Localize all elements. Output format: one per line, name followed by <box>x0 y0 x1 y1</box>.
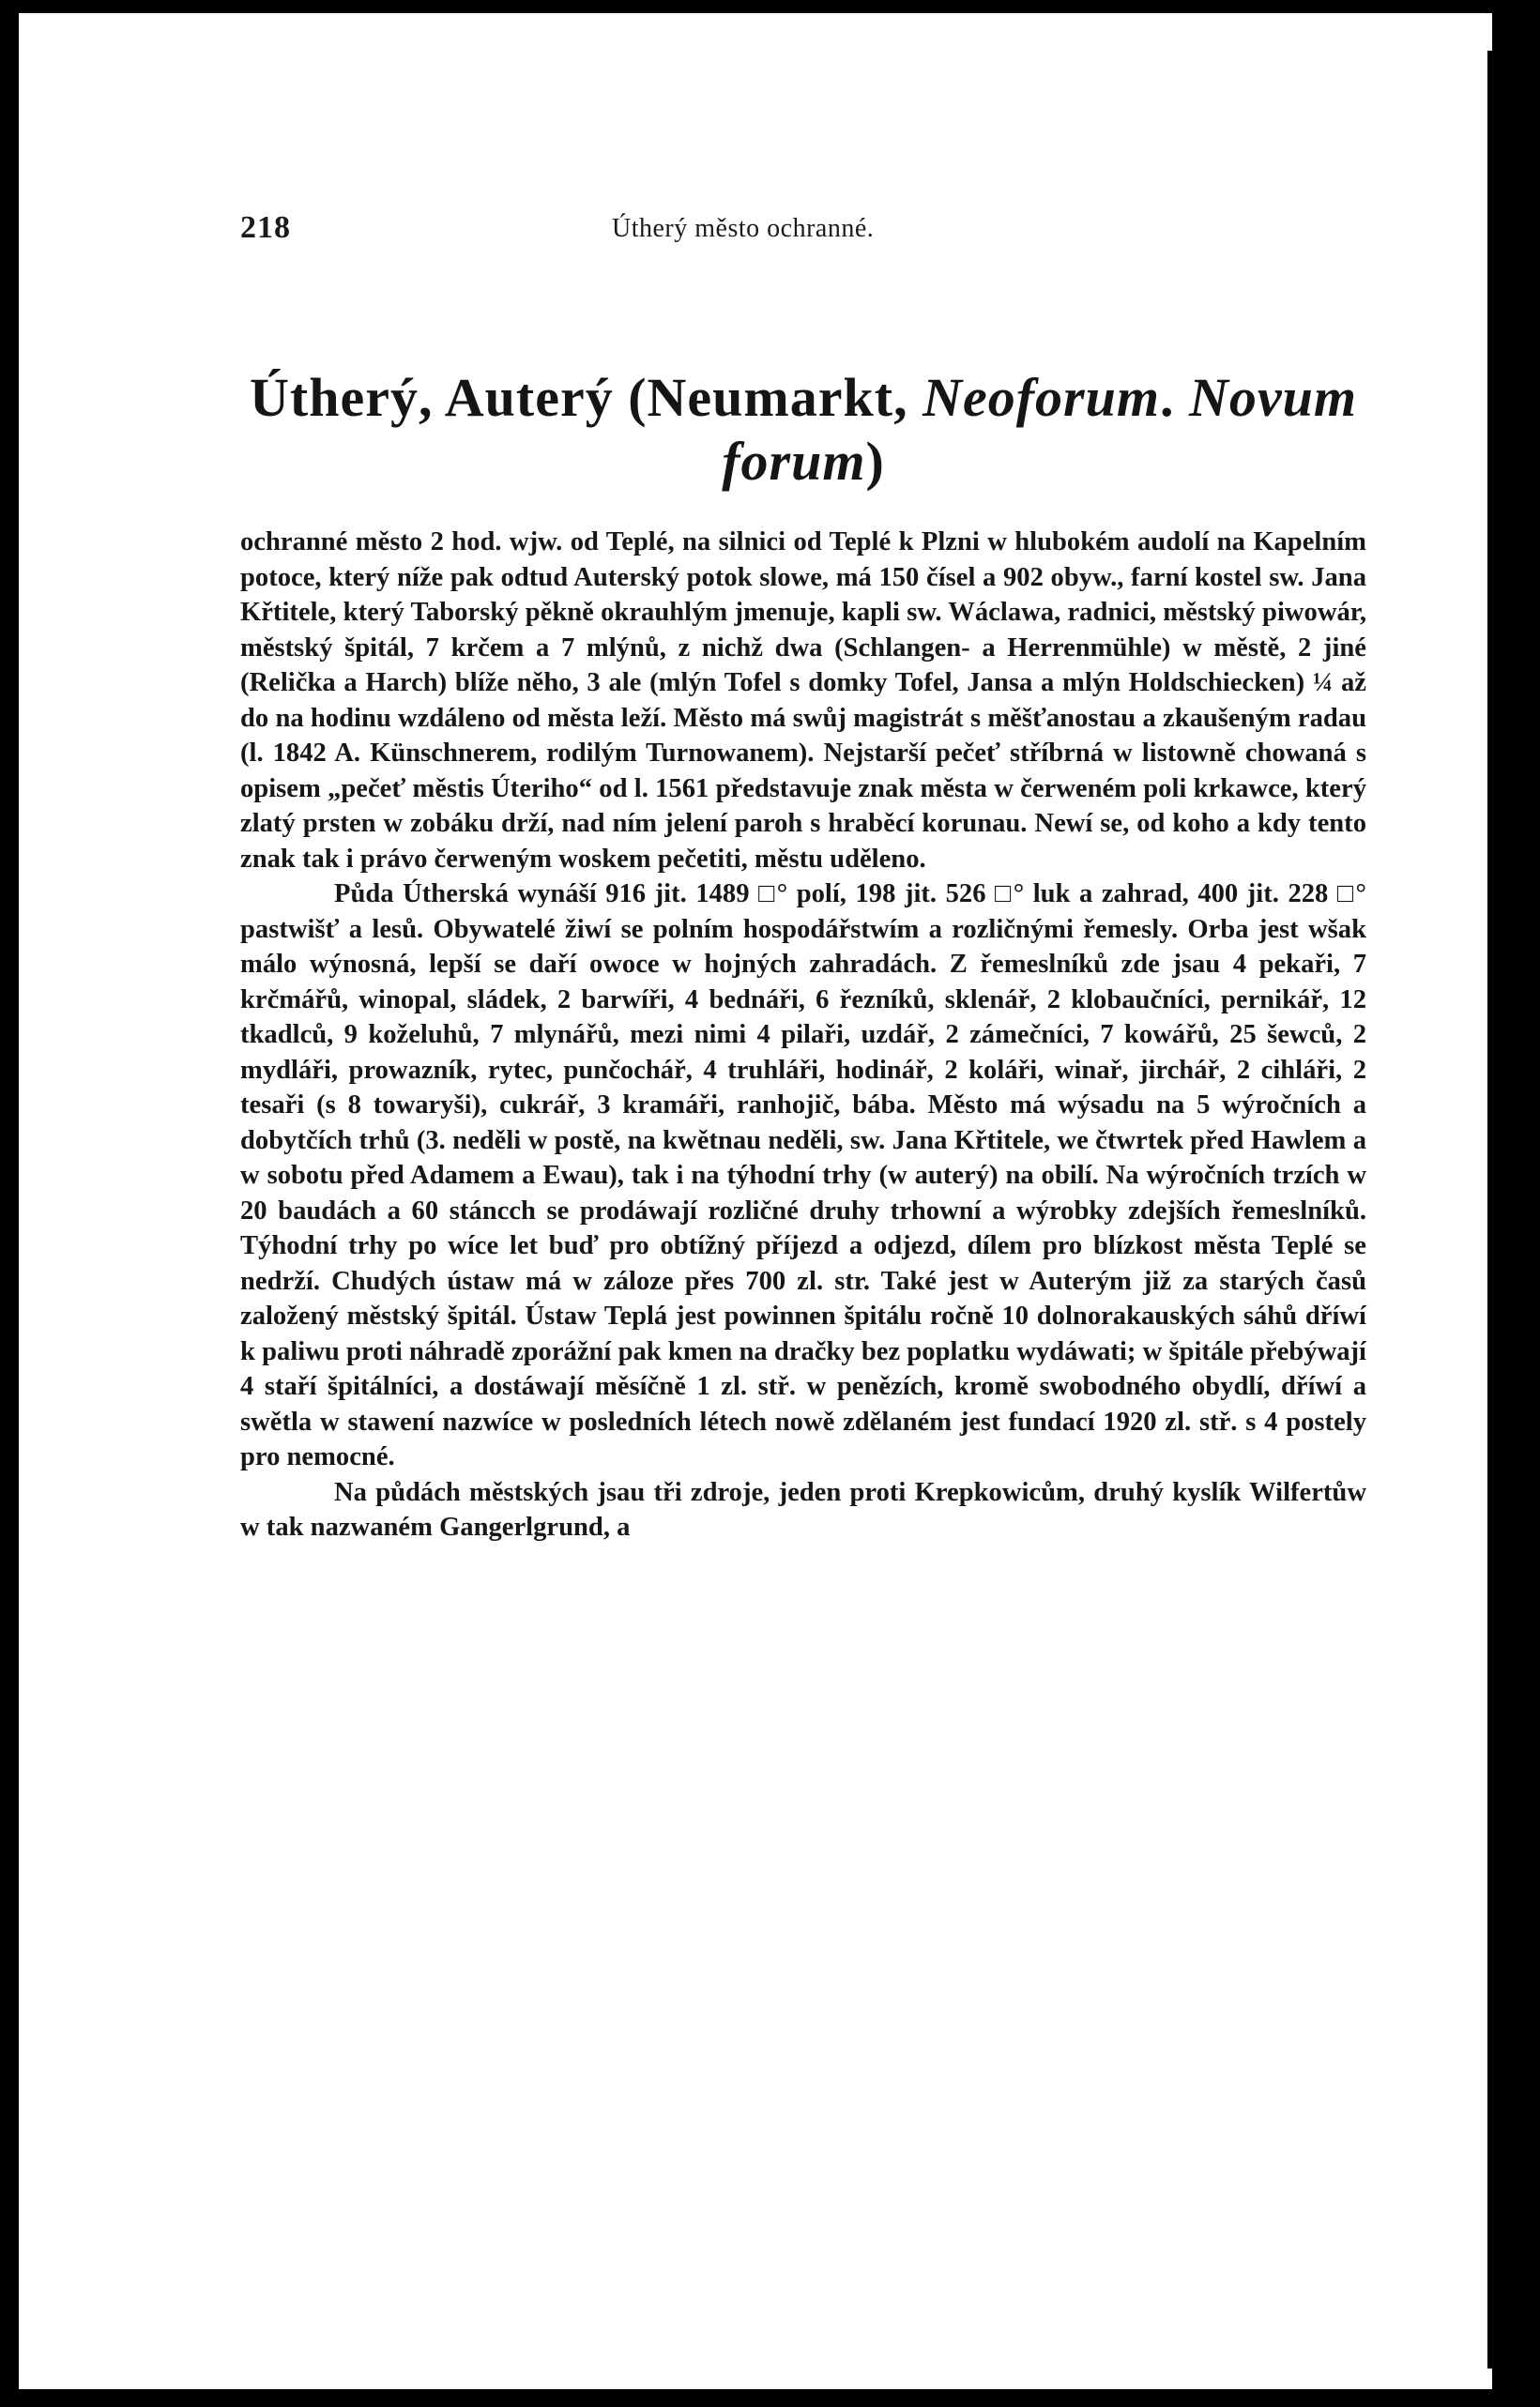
paragraph-springs: Na půdách městských jsau tři zdroje, jeden proti Krepkowicům, druhý kyslík Wilfertůw w tak nazwaném Gangerlgrund, a <box>240 1477 1366 1542</box>
body-text <box>240 525 1366 1546</box>
heading-lead: Útherý, Auterý (Neumarkt, <box>250 367 923 428</box>
page-edge-shadow <box>1487 51 1492 2369</box>
heading-latin-novum-forum: Novum forum <box>722 367 1357 492</box>
page-number: 218 <box>240 210 291 245</box>
heading-latin-neoforum: Neoforum <box>922 367 1160 428</box>
heading-close: ) <box>865 431 885 492</box>
running-title: Útherý město ochranné. <box>612 214 875 243</box>
book-page <box>19 13 1492 2389</box>
paragraph-soil-and-trades: Půda Útherská wynáší 916 jit. 1489 □° polí, 198 jit. 526 □° luk a zahrad, 400 jit. 228 □° pastwišť a lesů. Obywatelé žiwí se polním hospodářstwím a rozličnými řemesly. Orba jest wšak málo wýnosná, lepší se daří owoce w hojných zahradách. Z řemeslníků zde jsau 4 pekaři, 7 krčmářů, winopal, sládek, 2 barwíři, 4 bednáři, 6 řezníků, sklenář, 2 klobaučníci, pernikář, 12 tkadlců, 9 koželuhů, 7 mlynářů, mezi nimi 4 pilaři, uzdář, 2 zámečníci, 7 kowářů, 25 šewců, 2 mydláři, prowazník, rytec, punčochář, 4 truhláři, hodinář, 2 koláři, winař, jirchář, 2 cihláři, 2 tesaři (s 8 towaryši), cukrář, 3 kramáři, ranhojič, bába. Město má wýsadu na 5 wýročních a dobytčích trhů (3. neděli w postě, na kwětnau neděli, sw. Jana Křtitele, we čtwrtek před Hawlem a w sobotu před Adamem a Ewau), tak i na týhodní trhy (w auterý) na obilí. Na wýročních trzích w 20 baudách a 60 stáncch se prodáwají rozličné druhy trhowní a wýrobky zdejších řemeslníků. Týhodní trhy po wíce let buď pro obtížný příjezd a odjezd, dílem pro blízkost města Teplé se nedrží. Chudých ústaw má w záloze přes 700 zl. str. Také jest w Auterým již za starých časů založený městský špitál. Ústaw Teplá jest powinnen špitálu ročně 10 dolnorakauských sáhů dříwí k paliwu proti náhradě zporážní pak kmen na dračky bez poplatku wydáwati; w špitále přebýwají 4 staří špitálníci, a dostáwají měsíčně 1 zl. stř. w penězích, kromě swobodného obydlí, dříwí a swětla w stawení nazwíce w posledních létech nowě zdělaném jest fundací 1920 zl. stř. s 4 postely pro nemocné. <box>240 879 1366 1471</box>
entry-heading <box>240 366 1366 494</box>
paragraph-description: ochranné město 2 hod. wjw. od Teplé, na silnici od Teplé k Plzni w hlubokém audolí na Kapelním potoce, který níže pak odtud Auterský potok slowe, má 150 čísel a 902 obyw., farní kostel sw. Jana Křtitele, který Taborský pěkně okrauhlým jmenuje, kapli sw. Wáclawa, radnici, městský piwowár, městský špitál, 7 krčem a 7 mlýnů, z nichž dwa (Schlangen- a Herrenmühle) w městě, 2 jiné (Relička a Harch) blíže něho, 3 ale (mlýn Tofel s domky Tofel, Jansa a mlýn Holdschiecken) ¼ až do na hodinu wzdáleno od města leží. Město má swůj magistrát s měšťanostau a zkaušeným radau (l. 1842 A. Künschnerem, rodilým Turnowanem). Nejstarší pečeť stříbrná w listowně chowaná s opisem „pečeť městis Úteriho“ od l. 1561 představuje znak města w čerweném poli krkawce, který zlatý prsten w zobáku drží, nad ním jelení paroh s hraběcí korunau. Newí se, od koho a kdy tento znak tak i právo čerweným woskem pečetiti, městu uděleno. <box>240 527 1366 874</box>
running-head <box>227 210 1372 257</box>
heading-separator: . <box>1159 367 1189 428</box>
